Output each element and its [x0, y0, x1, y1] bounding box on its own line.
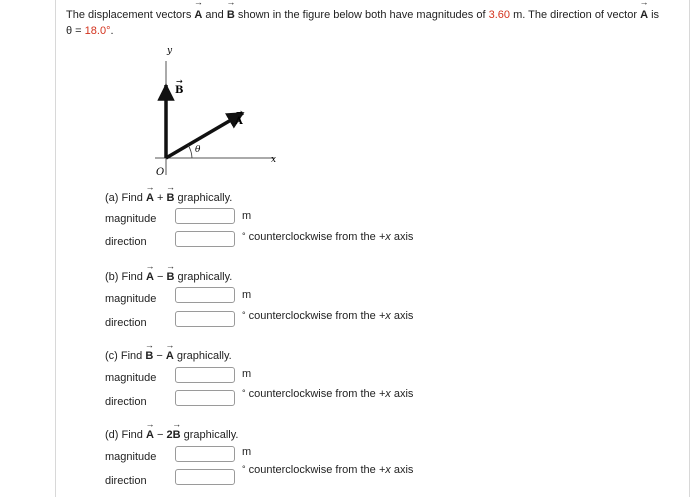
magnitude-label: magnitude	[105, 451, 157, 463]
part-c-magnitude-input[interactable]	[175, 367, 235, 383]
degree-symbol: °	[242, 388, 246, 398]
axis-name: +x	[378, 388, 391, 400]
direction-suffix-text: counterclockwise from the	[248, 464, 376, 476]
part-vector-1: → A	[146, 429, 154, 441]
direction-suffix-end: axis	[393, 231, 414, 243]
direction-suffix	[242, 464, 413, 476]
part-vector-2: → B	[166, 271, 174, 283]
statement-text: The direction of vector	[528, 9, 638, 21]
problem-statement	[66, 7, 686, 39]
part-operator: −	[156, 271, 164, 283]
vector-a-label: A	[235, 116, 243, 127]
part-operator: −	[156, 350, 163, 362]
vector-a-symbol: → A	[194, 7, 202, 23]
statement-text: shown in the figure below both have magnitudes of	[237, 9, 486, 21]
part-vector-1: → A	[146, 192, 154, 204]
axis-name: +x	[378, 464, 391, 476]
part-c-title	[105, 350, 232, 362]
direction-suffix-text: counterclockwise from the	[248, 231, 376, 243]
part-suffix: graphically.	[176, 350, 232, 362]
part-prefix: (c) Find	[105, 350, 143, 362]
unit-m: m	[242, 446, 252, 458]
part-b-title	[105, 271, 232, 283]
part-d-direction-input[interactable]	[175, 469, 235, 485]
part-suffix: graphically.	[177, 192, 233, 204]
part-operator: +	[156, 192, 164, 204]
direction-label: direction	[105, 396, 147, 408]
direction-suffix-end: axis	[393, 464, 414, 476]
part-d-title	[105, 429, 238, 441]
magnitude-label: magnitude	[105, 293, 157, 305]
vector-diagram	[145, 45, 285, 185]
vector-b-label-arrow: →	[176, 77, 183, 86]
part-suffix: graphically.	[183, 429, 239, 441]
part-coefficient: 2	[166, 429, 173, 441]
direction-label: direction	[105, 475, 147, 487]
statement-text: and	[205, 9, 224, 21]
degree-symbol: °	[242, 310, 246, 320]
direction-suffix	[242, 231, 413, 243]
vector-a-label-arrow: →	[236, 108, 243, 117]
part-vector-2: → A	[166, 350, 174, 362]
unit-m: m	[242, 289, 252, 301]
direction-suffix-text: counterclockwise from the	[248, 388, 376, 400]
x-axis-label: x	[271, 155, 277, 165]
part-vector-2: → B	[173, 429, 181, 441]
magnitude-value: 3.60	[488, 9, 511, 21]
statement-text: is	[651, 9, 660, 21]
vector-a-symbol: → A	[640, 7, 648, 23]
direction-label: direction	[105, 317, 147, 329]
axis-name: +x	[378, 231, 391, 243]
vector-b-label: B	[175, 85, 184, 96]
part-vector-1: → A	[146, 271, 154, 283]
part-prefix: (b) Find	[105, 271, 143, 283]
part-b-magnitude-input[interactable]	[175, 287, 235, 303]
statement-text: The displacement vectors	[66, 9, 192, 21]
degree-symbol: °	[242, 231, 246, 241]
theta-symbol: θ	[195, 145, 201, 155]
part-operator: −	[156, 429, 164, 441]
direction-suffix-end: axis	[393, 310, 414, 322]
direction-label: direction	[105, 236, 147, 248]
statement-text: .	[110, 25, 114, 37]
origin-label: O	[156, 167, 165, 178]
magnitude-label: magnitude	[105, 372, 157, 384]
part-a-direction-input[interactable]	[175, 231, 235, 247]
vector-b-symbol: → B	[227, 7, 235, 23]
theta-label: θ =	[66, 25, 82, 37]
angle-arc	[188, 145, 192, 158]
direction-suffix-end: axis	[393, 388, 414, 400]
part-b-direction-input[interactable]	[175, 311, 235, 327]
axis-name: +x	[378, 310, 391, 322]
part-suffix: graphically.	[177, 271, 233, 283]
part-vector-2: → B	[166, 192, 174, 204]
direction-suffix	[242, 310, 413, 322]
unit-m: m	[242, 368, 252, 380]
degree-symbol: °	[242, 464, 246, 474]
part-prefix: (d) Find	[105, 429, 143, 441]
problem-line-1	[66, 7, 686, 23]
part-prefix: (a) Find	[105, 192, 143, 204]
magnitude-label: magnitude	[105, 213, 157, 225]
y-axis-label: y	[167, 46, 173, 56]
problem-line-2	[66, 23, 686, 39]
unit-m: m	[242, 210, 252, 222]
direction-suffix-text: counterclockwise from the	[248, 310, 376, 322]
theta-value: 18.0°	[84, 25, 111, 37]
part-vector-1: → B	[145, 350, 153, 362]
part-c-direction-input[interactable]	[175, 390, 235, 406]
part-a-title	[105, 192, 232, 204]
magnitude-unit: m.	[513, 9, 526, 21]
vector-a-arrow	[166, 113, 243, 158]
part-d-magnitude-input[interactable]	[175, 446, 235, 462]
direction-suffix	[242, 388, 413, 400]
part-a-magnitude-input[interactable]	[175, 208, 235, 224]
